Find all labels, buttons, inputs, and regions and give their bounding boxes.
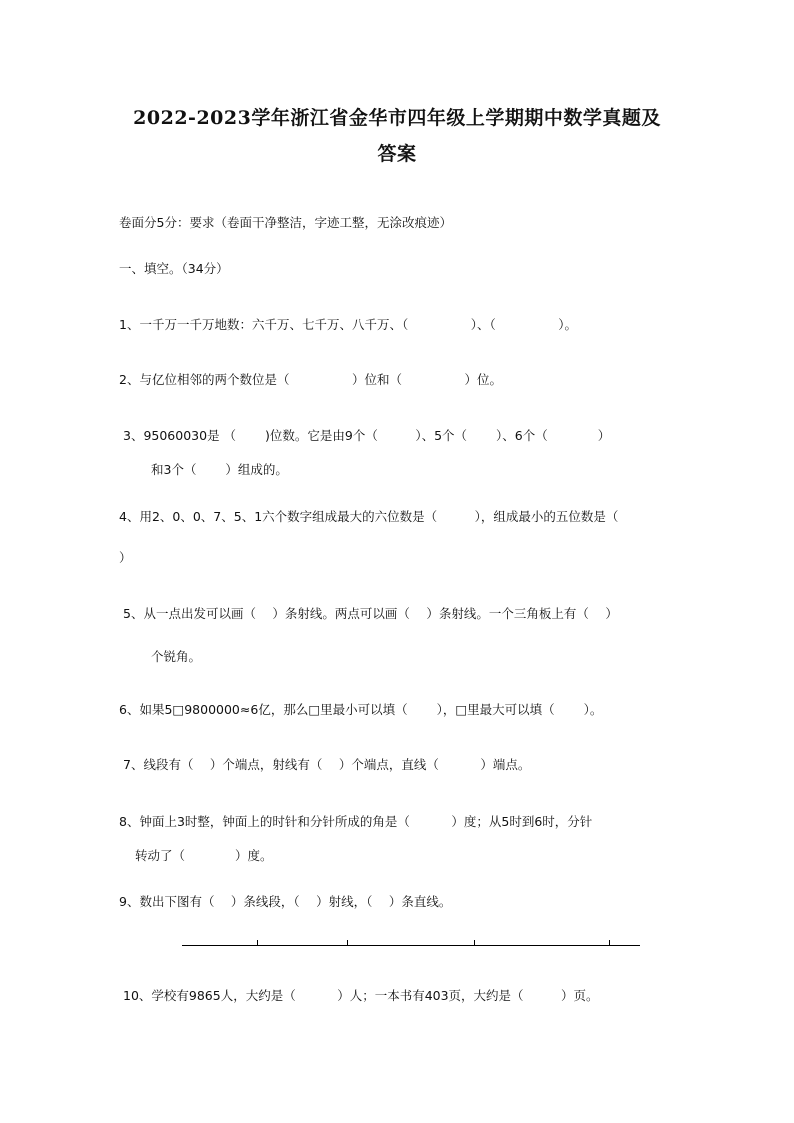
question-3-line-1: 3、95060030是 （ )位数。它是由9个（ ）、5个（ ）、6个（ ） — [123, 428, 611, 443]
title-line-2: 答案 — [377, 143, 417, 165]
question-4-line-1: 4、用2、0、0、7、5、1六个数字组成最大的六位数是（ ），组成最小的五位数是（ — [119, 509, 619, 524]
question-2: 2、与亿位相邻的两个数位是（ ）位和（ ）位。 — [119, 372, 502, 387]
question-9: 9、数出下图有（ ）条线段，（ ）射线，（ ）条直线。 — [119, 894, 452, 909]
figure-point — [347, 940, 348, 946]
question-5-line-1: 5、从一点出发可以画（ ）条射线。两点可以画（ ）条射线。一个三角板上有（ ） — [123, 606, 618, 621]
title-line-1: 2022-2023学年浙江省金华市四年级上学期期中数学真题及 — [133, 107, 661, 129]
question-6: 6、如果5□9800000≈6亿，那么□里最小可以填（ ），□里最大可以填（ ）。 — [119, 702, 603, 717]
question-8-line-1: 8、钟面上3时整，钟面上的时针和分针所成的角是（ ）度；从5时到6时，分针 — [119, 814, 593, 829]
figure-point — [474, 940, 475, 946]
section-heading: 一、填空。（34分） — [119, 261, 229, 276]
question-1: 1、一千万一千万地数：六千万、七千万、八千万、（ ）、（ ）。 — [119, 317, 577, 332]
question-10: 10、学校有9865人，大约是（ ）人；一本书有403页，大约是（ ）页。 — [123, 988, 599, 1003]
question-4-line-2: ） — [119, 550, 132, 565]
figure-line — [182, 945, 640, 946]
figure-point — [257, 940, 258, 946]
question-7: 7、线段有（ ）个端点，射线有（ ）个端点，直线（ ）端点。 — [123, 757, 531, 772]
page-title — [100, 100, 694, 172]
question-3-line-2: 和3个（ ）组成的。 — [151, 462, 288, 477]
question-5-line-2: 个锐角。 — [151, 649, 202, 664]
note-text: 卷面分5分：要求（卷面干净整洁，字迹工整，无涂改痕迹） — [119, 215, 452, 230]
question-8-line-2: 转动了（ ）度。 — [135, 848, 273, 863]
figure-point — [609, 940, 610, 946]
